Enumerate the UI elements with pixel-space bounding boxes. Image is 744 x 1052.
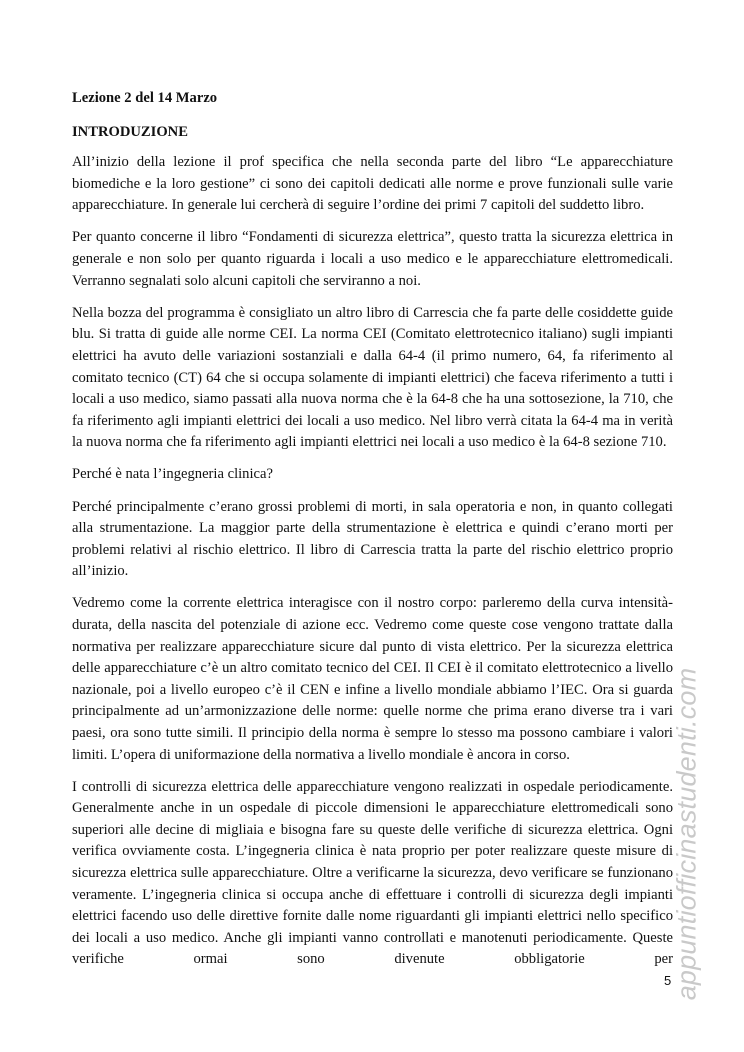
watermark: appuntiofficinastudenti.com [671, 667, 702, 1001]
section-title: INTRODUZIONE [72, 123, 188, 140]
paragraph-norme-cei: Nella bozza del programma è consigliato un altro libro di Carrescia che fa parte delle cosiddette guide blu. Si tratta di guide alle norme CEI. La norma CEI (Comitato elettrotecnico italiano) sugli impianti elettrici ha avuto delle variazioni sostanziali e dalla 64-4 (il primo numero, 64, fa riferimento al comitato tecnico (CT) 64 che si occupa solamente di impianti elettrici) che faceva riferimento a tutti i locali a uso medico, siamo passati alla nuova norma che è la 64-8 che ha una sottosezione, la 710, che fa riferimento agli impianti elettrici dei locali a uso medico. Nel libro verrà citata la 64-4 ma in verità la nuova norma che fa riferimento agli impianti elettrici nei locali a uso medico è la 64-8 sezione 710. [72, 304, 673, 451]
paragraph-intro: All’inizio della lezione il prof specifica che nella seconda parte del libro “Le apparecchiature biomediche e la loro gestione” ci sono dei capitoli dedicati alle norme e prove funzionali sulle varie apparecchiature. In generale lui cercherà di seguire l’ordine dei primi 7 capitoli del suddetto libro. [72, 154, 673, 214]
paragraph-answer: Perché principalmente c’erano grossi problemi di morti, in sala operatoria e non, in quanto collegati alla strumentazione. La maggior parte della strumentazione è elettrica e quindi c’erano morti per problemi relativi al rischio elettrico. Il libro di Carrescia tratta la parte del rischio elettrico proprio all’inizio. [72, 498, 673, 580]
paragraph-question: Perché è nata l’ingegneria clinica? [72, 466, 273, 483]
lesson-title: Lezione 2 del 14 Marzo [72, 90, 218, 106]
paragraph-corrente: Vedremo come la corrente elettrica interagisce con il nostro corpo: parleremo della curva intensità-durata, della nascita del potenziale di azione ecc. Vedremo come queste cose vengono trattate dalla normativa per realizzare apparecchiature sicure dal punto di vista elettrico. Per la sicurezza elettrica delle apparecchiature c’è un altro comitato tecnico del CEI. Il CEI è il comitato elettrotecnico a livello nazionale, poi a livello europeo c’è il CEN e infine a livello mondiale abbiamo l’IEC. Ora si guarda principalmente ad un’armonizzazione delle norme: quelle norme che prima erano diverse tra i vari paesi, ora sono tutte simili. Il principio della norma è sempre lo stesso ma possono cambiare i valori limiti. L’opera di uniformazione della normativa a livello mondiale è ancora in corso. [72, 595, 673, 763]
page-body [72, 88, 673, 981]
page-number: 5 [664, 973, 672, 988]
paragraph-fondamenti: Per quanto concerne il libro “Fondamenti di sicurezza elettrica”, questo tratta la sicurezza elettrica in generale e non solo per quanto riguarda i locali a uso medico e le apparecchiature elettromedicali. Verranno segnalati solo alcuni capitoli che serviranno a noi. [72, 229, 673, 289]
paragraph-controlli: I controlli di sicurezza elettrica delle apparecchiature vengono realizzati in ospedale periodicamente. Generalmente anche in un ospedale di piccole dimensioni le apparecchiature elettromedicali sono superiori alle decine di migliaia e bisogna fare su queste delle verifiche di sicurezza elettrica. Ogni verifica ovviamente costa. L’ingegneria clinica è nata proprio per poter realizzare queste misure di sicurezza elettrica sulle apparecchiature. Oltre a verificarne la sicurezza, devo verificare se funzionano veramente. L’ingegneria clinica si occupa anche di effettuare i controlli di sicurezza degli impianti elettrici facendo uso delle direttive fornite dalle nome riguardanti gli impianti elettrici nello specifico dei locali a uso medico. Anche gli impianti vanno controllati e manotenuti periodicamente. Queste verifiche ormai sono divenute obbligatorie per [72, 778, 673, 968]
